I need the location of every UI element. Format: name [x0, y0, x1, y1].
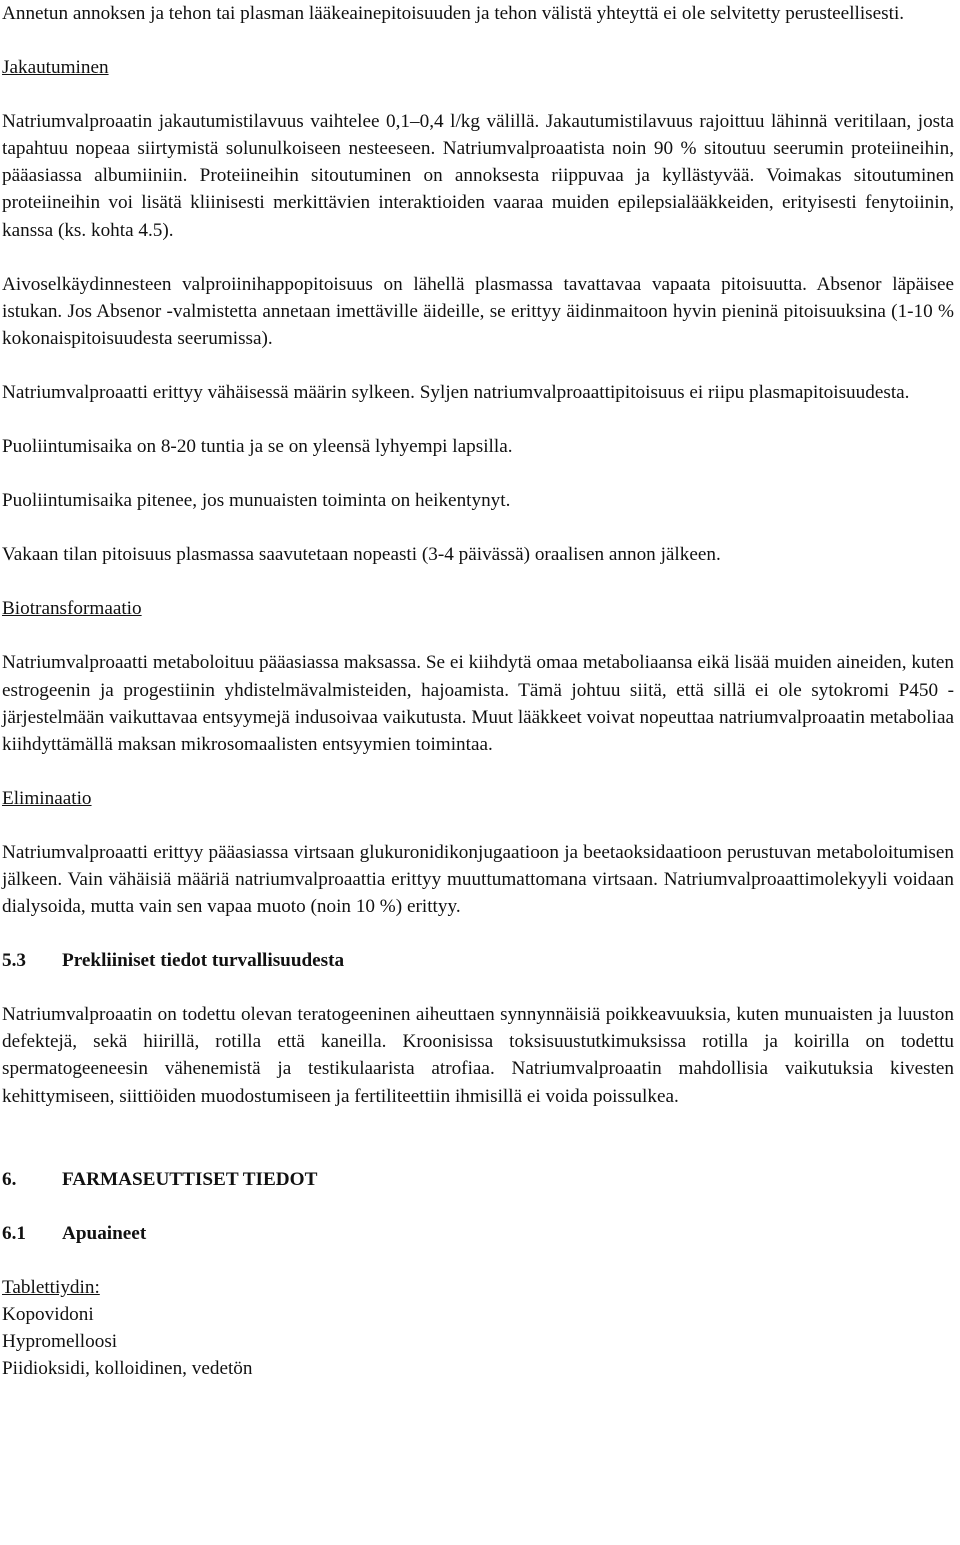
- paragraph-saliva: Natriumvalproaatti erittyy vähäisessä määrin sylkeen. Syljen natriumvalproaattipitoisuus ei riipu plasmapitoisuudesta.: [2, 381, 910, 403]
- excipient-item: Hypromelloosi: [2, 1331, 118, 1352]
- subheading-biotransformation: Biotransformaatio: [2, 598, 142, 620]
- section-number-6: 6.: [2, 1168, 17, 1190]
- section-number-6-1: 6.1: [2, 1222, 26, 1244]
- document-page: [2, 0, 954, 1382]
- paragraph-csf: Aivoselkäydinnesteen valproiinihappopitoisuus on lähellä plasmassa tavattavaa vapaata pitoisuutta. Absenor läpäisee istukan. Jos Absenor -valmistetta annetaan imettäville äideille, se erittyy äidinmaitoon hyvin pieninä pitoisuuksina (1-10 % kokonaispitoisuudesta seerumissa).: [2, 273, 954, 349]
- section-heading-5-3: [2, 947, 954, 974]
- section-title-6: FARMASEUTTISET TIEDOT: [62, 1168, 318, 1190]
- paragraph-distribution: Natriumvalproaatin jakautumistilavuus vaihtelee 0,1–0,4 l/kg välillä. Jakautumistilavuus rajoittuu lähinnä veritilaan, josta tapahtuu nopeaa siirtymistä solunulkoiseen nesteeseen. Natriumvalproaatista noin 90 % sitoutuu seerumin proteiineihin, pääasiassa albumiiniin. Proteiineihin sitoutuminen on annoksesta riippuvaa ja kyllästyvää. Voimakas sitoutuminen proteiineihin voi lisätä kliinisesti merkittävien interaktioiden vaaraa muiden epilepsialääkkeiden, erityisesti fenytoiinin, kanssa (ks. kohta 4.5).: [2, 111, 954, 241]
- paragraph-biotransformation: Natriumvalproaatti metaboloituu pääasiassa maksassa. Se ei kiihdytä omaa metaboliaansa eikä lisää muiden aineiden, kuten estrogeenin ja progestiinin yhdistelmävalmisteiden, hajoamista. Tämä johtuu siitä, että sillä ei ole sytokromi P450 -järjestelmään vaikuttavaa entsyymejä indusoivaa vaikutusta. Muut lääkkeet voivat nopeuttaa natriumvalproaatin metaboliaa kiihdyttämällä maksan mikrosomaalisten entsyymien toimintaa.: [2, 652, 954, 755]
- excipients-label: Tablettiydin:: [2, 1276, 100, 1298]
- paragraph-preclinical: Natriumvalproaatin on todettu olevan teratogeeninen aiheuttaen synnynnäisiä poikkeavuuksia, kuten munuaisten ja luuston defektejä, sekä hiirillä, rotilla että kaneilla. Kroonisissa toksisuustutkimuksissa rotilla ja koirilla on todettu spermatogeeneesin vähenemistä ja testikulaarista atrofiaa. Natriumvalproaatin mahdollisia vaikutuksia kivesten kehittymiseen, siittiöiden muodostumiseen ja fertiliteettiin ihmisillä ei voida poissulkea.: [2, 1004, 954, 1107]
- paragraph-intro: Annetun annoksen ja tehon tai plasman lääkeainepitoisuuden ja tehon välistä yhteyttä ei ole selvitetty perusteellisesti.: [2, 3, 905, 24]
- section-heading-6-1: [2, 1220, 954, 1247]
- excipient-item: Kopovidoni: [2, 1303, 94, 1325]
- subheading-elimination: Eliminaatio: [2, 787, 92, 809]
- section-number-5-3: 5.3: [2, 950, 26, 972]
- subheading-distribution: Jakautuminen: [2, 57, 109, 79]
- section-title-5-3: Prekliiniset tiedot turvallisuudesta: [62, 950, 345, 972]
- paragraph-halflife: Puoliintumisaika on 8-20 tuntia ja se on yleensä lyhyempi lapsilla.: [2, 436, 513, 458]
- section-heading-6: [2, 1166, 954, 1193]
- paragraph-elimination: Natriumvalproaatti erittyy pääasiassa virtsaan glukuronidikonjugaatioon ja beetaoksidaatioon perustuvan metaboloitumisen jälkeen. Vain vähäisiä määriä natriumvalproaattia erittyy muuttumattomana virtsaan. Natriumvalproaattimolekyyli voidaan dialysoida, mutta vain sen vapaa muoto (noin 10 %) erittyy.: [2, 841, 954, 918]
- excipient-item: Piidioksidi, kolloidinen, vedetön: [2, 1358, 253, 1380]
- paragraph-halflife-renal: Puoliintumisaika pitenee, jos munuaisten toiminta on heikentynyt.: [2, 490, 511, 512]
- section-title-6-1: Apuaineet: [62, 1222, 147, 1244]
- paragraph-steady-state: Vakaan tilan pitoisuus plasmassa saavutetaan nopeasti (3-4 päivässä) oraalisen annon jälkeen.: [2, 544, 721, 566]
